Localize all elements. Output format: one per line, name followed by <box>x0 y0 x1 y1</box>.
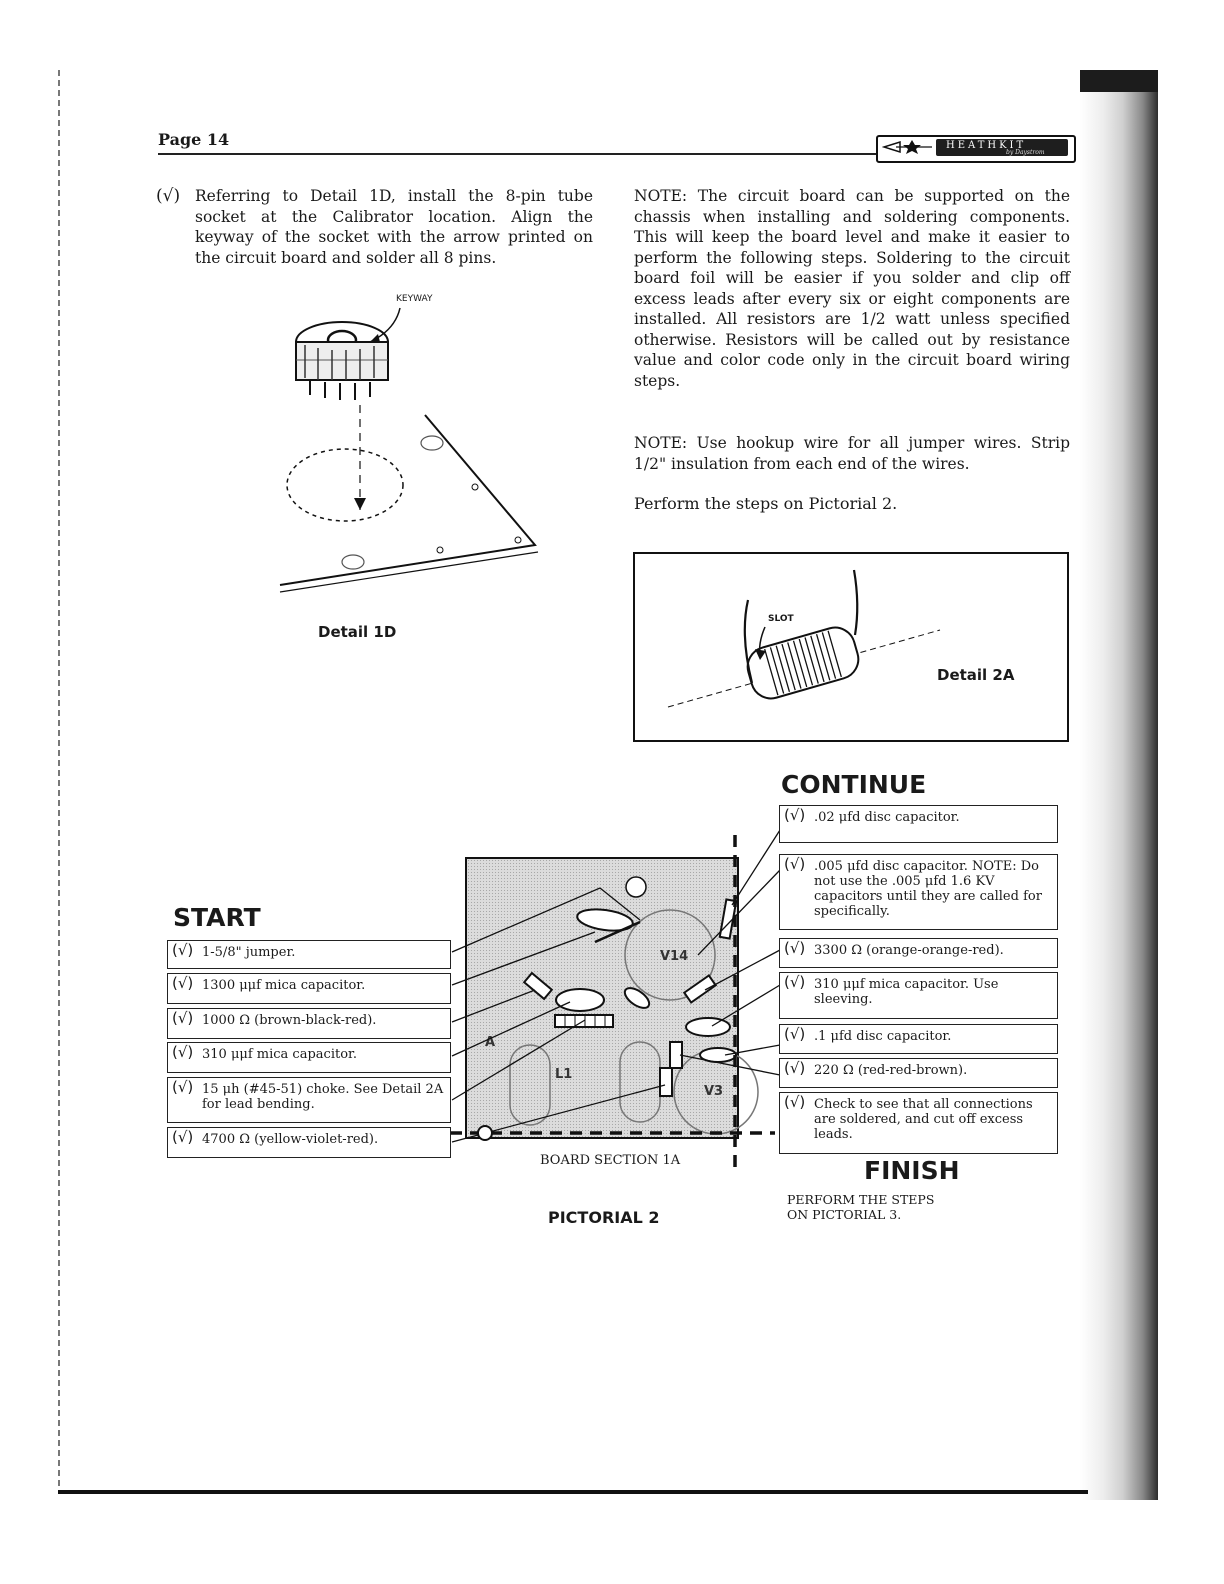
step-text: 1-5/8" jumper. <box>202 945 296 960</box>
pictorial-2-components <box>440 830 785 1170</box>
step-install-socket: Referring to Detail 1D, install the 8-pin tube socket at the Calibrator location. Align the keyway of the socket with the arrow printed on the circuit board and solder all 8 pins. <box>195 187 593 267</box>
step-text: 15 μh (#45-51) choke. See Detail 2A for lead bending. <box>202 1082 444 1112</box>
continue-heading: CONTINUE <box>781 770 927 799</box>
board-label-v3: V3 <box>704 1084 724 1099</box>
board-mark-a: A <box>485 1035 496 1050</box>
start-step-jumper <box>167 940 451 969</box>
scan-left-edge <box>58 70 60 1490</box>
step-text: 310 μμf mica capacitor. <box>202 1047 357 1062</box>
step-text: 3300 Ω (orange-orange-red). <box>814 943 1004 958</box>
detail-2a-caption: Detail 2A <box>937 666 1015 684</box>
start-step-1000-resistor <box>167 1008 451 1039</box>
detail-1d-illustration <box>270 300 570 610</box>
start-heading: START <box>173 903 261 932</box>
finish-note-line2: ON PICTORIAL 3. <box>787 1207 902 1222</box>
step-text: .02 μfd disc capacitor. <box>814 810 960 825</box>
step-checkbox: (√) <box>172 941 194 959</box>
finish-note-line1: PERFORM THE STEPS <box>787 1192 935 1207</box>
board-section-label: BOARD SECTION 1A <box>540 1153 681 1168</box>
continue-step-310-capacitor <box>779 972 1058 1019</box>
step-text: 1000 Ω (brown-black-red). <box>202 1013 377 1028</box>
note-jumper-wires: NOTE: Use hookup wire for all jumper wires. Strip 1/2" insulation from each end of the wires. <box>634 434 1070 473</box>
step-checkbox: (√) <box>784 1059 806 1077</box>
continue-step-3300-resistor <box>779 938 1058 968</box>
step-text: 220 Ω (red-red-brown). <box>814 1063 968 1078</box>
continue-step-220-resistor <box>779 1058 1058 1088</box>
step-text: .1 μfd disc capacitor. <box>814 1029 952 1044</box>
finish-heading: FINISH <box>864 1156 960 1185</box>
start-step-310-capacitor <box>167 1042 451 1073</box>
continue-step-005-capacitor <box>779 854 1058 930</box>
finish-note <box>787 1192 934 1222</box>
step-checkbox: (√) <box>784 1093 806 1111</box>
step-checkbox: (√) <box>172 1043 194 1061</box>
perform-steps-instruction: Perform the steps on Pictorial 2. <box>634 494 898 513</box>
board-label-l1: L1 <box>555 1067 573 1082</box>
continue-step-02-capacitor <box>779 805 1058 843</box>
keyway-label: KEYWAY <box>396 294 433 304</box>
pictorial-2-caption: PICTORIAL 2 <box>548 1208 660 1227</box>
step-checkbox: (√) <box>784 939 806 957</box>
step-checkbox: (√) <box>784 1025 806 1043</box>
step-text: .005 μfd disc capacitor. NOTE: Do not use the .005 μfd 1.6 KV capacitors until they are called for specifically. <box>814 859 1042 919</box>
scan-bottom-edge <box>58 1490 1088 1494</box>
board-label-v14: V14 <box>660 949 689 964</box>
step-checkbox: (√) <box>784 973 806 991</box>
step-checkbox: (√) <box>156 186 181 206</box>
detail-2a-choke-illustration <box>660 565 960 725</box>
detail-1d-caption: Detail 1D <box>318 623 397 641</box>
start-step-4700-resistor <box>167 1127 451 1158</box>
step-text: 310 μμf mica capacitor. Use sleeving. <box>814 977 999 1007</box>
slot-label: SLOT <box>768 614 794 624</box>
step-checkbox: (√) <box>784 855 806 873</box>
step-checkbox: (√) <box>172 974 194 992</box>
step-checkbox: (√) <box>172 1009 194 1027</box>
continue-step-check-solder <box>779 1092 1058 1154</box>
brand-name: HEATHKIT <box>946 140 1027 151</box>
step-checkbox: (√) <box>784 806 806 824</box>
page-number: Page 14 <box>158 130 230 149</box>
step-checkbox: (√) <box>172 1128 194 1146</box>
heathkit-star-icon <box>882 138 934 156</box>
start-step-choke <box>167 1077 451 1123</box>
continue-step-1-capacitor <box>779 1024 1058 1054</box>
scan-right-edge-top <box>1080 70 1158 92</box>
brand-sub: by Daystrom <box>1006 149 1045 156</box>
step-checkbox: (√) <box>172 1078 194 1096</box>
step-text: 4700 Ω (yellow-violet-red). <box>202 1132 379 1147</box>
step-text: 1300 μμf mica capacitor. <box>202 978 366 993</box>
note-circuit-board: NOTE: The circuit board can be supported on the chassis when installing and soldering components. This will keep the board level and make it easier to perform the following steps. Soldering to the circuit board foil will be easier if you solder and clip off excess leads after every six or eight components are installed. All resistors are 1/2 watt unless specified otherwise. Resistors will be called out by resistance value and color code only in the circuit board wiring steps. <box>634 187 1070 390</box>
start-step-1300-capacitor <box>167 973 451 1004</box>
step-text: Check to see that all connections are soldered, and cut off excess leads. <box>814 1097 1033 1142</box>
scan-right-edge <box>1080 70 1158 1500</box>
